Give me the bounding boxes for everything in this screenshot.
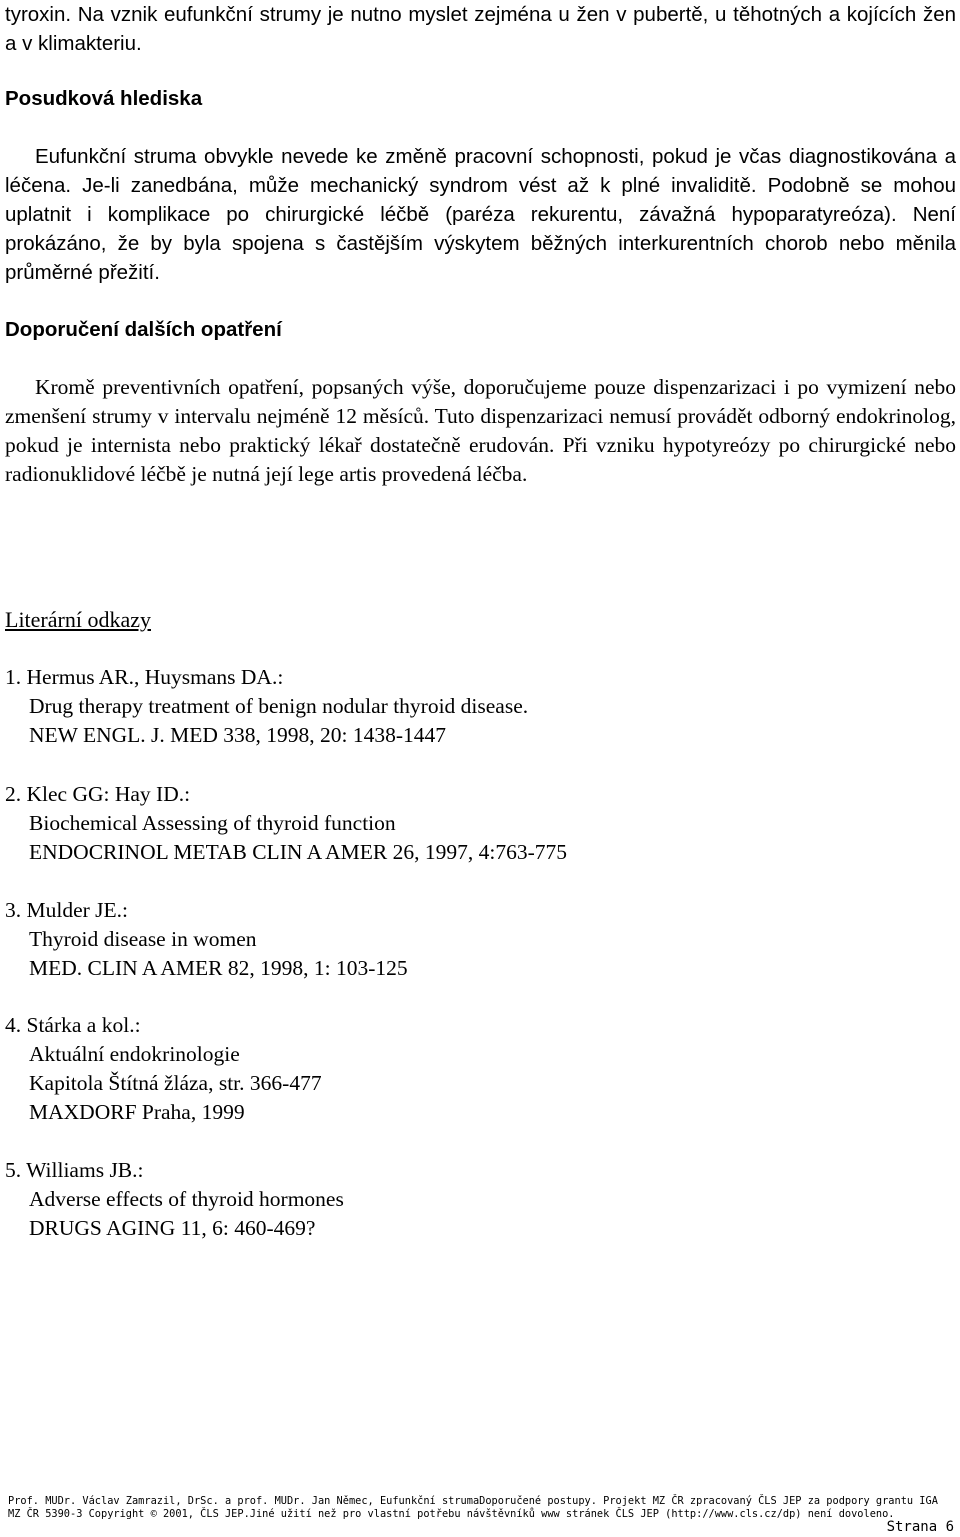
reference-title: Biochemical Assessing of thyroid function [29, 811, 396, 835]
page-number: Strana 6 [886, 1519, 954, 1535]
reference-authors: 3. Mulder JE.: [5, 898, 129, 922]
section-heading-doporuceni: Doporučení dalších opatření [5, 318, 282, 341]
reference-title: Thyroid disease in women [29, 927, 257, 951]
footer-line-copyright: MZ ČR 5390-3 Copyright © 2001, ČLS JEP.Jiné užití než pro vlastní potřebu návštěvníků www stránek ČLS JEP (http://www.cls.cz/dp) není dovoleno. [8, 1508, 895, 1520]
reference-source: MED. CLIN A AMER 82, 1998, 1: 103-125 [29, 956, 408, 980]
reference-source: ENDOCRINOL METAB CLIN A AMER 26, 1997, 4:763-775 [29, 840, 567, 864]
reference-item [5, 663, 528, 750]
intro-paragraph: tyroxin. Na vznik eufunkční strumy je nutno myslet zejména u žen v pubertě, u těhotných a kojících žen a v klimakteriu. [5, 3, 956, 55]
doporuceni-paragraph: Kromě preventivních opatření, popsaných výše, doporučujeme pouze dispenzarizaci i po vymizení nebo zmenšení strumy v intervalu nejméně 12 měsíců. Tuto dispenzarizaci nemusí provádět odborný endokrinolog, pokud je internista nebo praktický lékař dostatečně erudován. Při vzniku hypotyreózy po chirurgické nebo radionuklidové léčbě je nutná její lege artis provedená léčba. [5, 375, 956, 486]
reference-source: NEW ENGL. J. MED 338, 1998, 20: 1438-1447 [29, 723, 447, 747]
reference-item [5, 780, 567, 867]
reference-title: Adverse effects of thyroid hormones [29, 1187, 344, 1211]
reference-publisher: MAXDORF Praha, 1999 [29, 1100, 245, 1124]
reference-item [5, 1156, 344, 1243]
page-footer [8, 1495, 958, 1521]
reference-authors: 4. Stárka a kol.: [5, 1013, 141, 1037]
literature-heading: Literární odkazy [5, 607, 151, 632]
section-heading-posudkova: Posudková hlediska [5, 87, 203, 110]
reference-title: Aktuální endokrinologie [29, 1042, 240, 1066]
footer-line-authors: Prof. MUDr. Václav Zamrazil, DrSc. a prof. MUDr. Jan Němec, Eufunkční strumaDoporučené postupy. Projekt MZ ČR zpracovaný ČLS JEP za podpory grantu IGA [8, 1495, 938, 1507]
reference-authors: 2. Klec GG: Hay ID.: [5, 782, 191, 806]
reference-title: Drug therapy treatment of benign nodular thyroid disease. [29, 694, 529, 718]
reference-item [5, 1011, 322, 1127]
reference-source: Kapitola Štítná žláza, str. 366-477 [29, 1071, 322, 1095]
reference-source: DRUGS AGING 11, 6: 460-469? [29, 1216, 316, 1240]
reference-authors: 1. Hermus AR., Huysmans DA.: [5, 665, 284, 689]
posudkova-paragraph: Eufunkční struma obvykle nevede ke změně pracovní schopnosti, pokud je včas diagnostikována a léčena. Je-li zanedbána, může mechanický syndrom vést až k plné invaliditě. Podobně se mohou uplatnit i komplikace po chirurgické léčbě (paréza rekurentu, závažná hypoparatyreóza). Není prokázáno, že by byla spojena s častějším výskytem běžných interkurentních chorob nebo měnila průměrné přežití. [5, 145, 956, 284]
reference-authors: 5. Williams JB.: [5, 1158, 144, 1182]
reference-item [5, 896, 408, 983]
